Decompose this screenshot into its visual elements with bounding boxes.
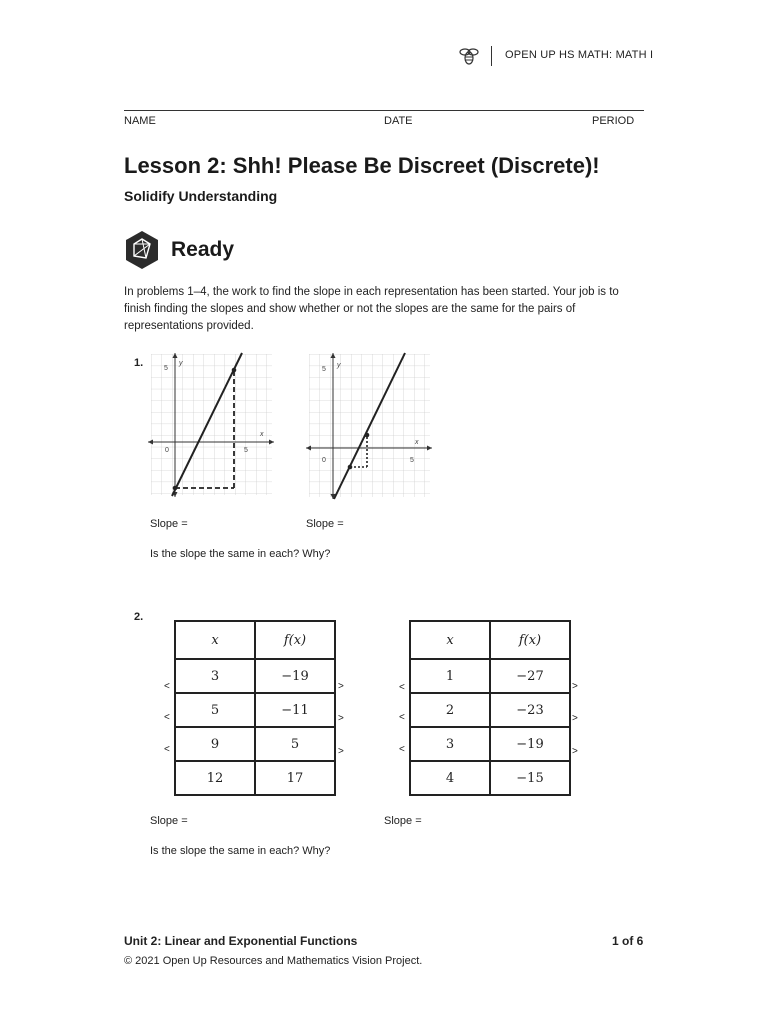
problem-1-slope-b: Slope = (306, 518, 344, 530)
table-row (410, 727, 570, 761)
table-a-cell: −19 (255, 659, 335, 693)
graph-b (304, 352, 434, 500)
function-table-b (409, 620, 571, 796)
bee-logo-icon (458, 46, 480, 66)
graph-b-x-label: x (415, 439, 419, 446)
graph-b-y-tick: 5 (322, 366, 326, 373)
header-title: OPEN UP HS MATH: MATH I (505, 49, 654, 61)
table-a-header-x: x (175, 621, 255, 659)
table-a-cell: −11 (255, 693, 335, 727)
table-b-cell: 1 (410, 659, 490, 693)
table-a-left-arrow: < (164, 681, 170, 692)
intro-paragraph: In problems 1–4, the work to find the slope in each representation has been started. Your job is to finish finding the slopes and show whether or not the slopes are the same for the pairs of representations provided. (124, 286, 619, 332)
problem-2-slope-b: Slope = (384, 815, 422, 827)
table-row (175, 727, 335, 761)
lesson-subtitle: Solidify Understanding (124, 188, 278, 204)
table-row (410, 693, 570, 727)
graph-a-y-tick: 5 (164, 365, 168, 372)
table-a-header-fx: f(x) (255, 621, 335, 659)
graph-b-y-label: y (337, 362, 341, 369)
problem-2-number: 2. (134, 611, 144, 623)
table-b-header-x: x (410, 621, 490, 659)
table-a-right-arrow: > (338, 713, 344, 724)
table-b-cell: −27 (490, 659, 570, 693)
table-a-cell: 5 (255, 727, 335, 761)
table-b-left-arrow: < (399, 712, 405, 723)
table-b-left-arrow: < (399, 744, 405, 755)
table-row (175, 693, 335, 727)
table-a-cell: 5 (175, 693, 255, 727)
table-a-cell: 12 (175, 761, 255, 795)
name-date-rule (124, 110, 644, 111)
table-a-right-arrow: > (338, 746, 344, 757)
graph-a-y-label: y (179, 360, 183, 367)
lesson-title: Lesson 2: Shh! Please Be Discreet (Discrete)! (124, 153, 600, 178)
graph-b-origin: 0 (322, 457, 326, 464)
table-a-left-arrow: < (164, 744, 170, 755)
graph-a-x-label: x (260, 431, 264, 438)
table-b-cell: −15 (490, 761, 570, 795)
footer-copyright: © 2021 Open Up Resources and Mathematics Vision Project. (124, 955, 423, 967)
table-a-right-arrow: > (338, 681, 344, 692)
table-a-left-arrow: < (164, 712, 170, 723)
table-a-cell: 9 (175, 727, 255, 761)
table-row (410, 659, 570, 693)
date-label: DATE (384, 115, 413, 127)
table-b-header-fx: f(x) (490, 621, 570, 659)
footer-page-number: 1 of 6 (612, 934, 644, 948)
ready-title: Ready (171, 238, 235, 261)
table-b-cell: −23 (490, 693, 570, 727)
problem-1-number: 1. (134, 357, 144, 369)
table-a-cell: 3 (175, 659, 255, 693)
function-table-a (174, 620, 336, 796)
table-b-cell: 2 (410, 693, 490, 727)
footer-unit: Unit 2: Linear and Exponential Functions (124, 934, 358, 948)
period-label: PERIOD (592, 115, 635, 127)
table-row (175, 659, 335, 693)
table-row (175, 761, 335, 795)
table-b-cell: 4 (410, 761, 490, 795)
table-row (410, 761, 570, 795)
table-b-left-arrow: < (399, 682, 405, 693)
problem-1-slope-a: Slope = (150, 518, 188, 530)
table-b-right-arrow: > (572, 746, 578, 757)
table-b-cell: 3 (410, 727, 490, 761)
name-label: NAME (124, 115, 156, 127)
table-b-cell: −19 (490, 727, 570, 761)
ready-hexagon-icon (124, 230, 160, 270)
graph-b-x-tick: 5 (410, 457, 414, 464)
header-separator (491, 46, 492, 66)
graph-a (146, 352, 276, 498)
table-b-right-arrow: > (572, 681, 578, 692)
table-a-cell: 17 (255, 761, 335, 795)
graph-a-origin: 0 (165, 447, 169, 454)
problem-2-slope-a: Slope = (150, 815, 188, 827)
graph-a-x-tick: 5 (244, 447, 248, 454)
problem-2-question: Is the slope the same in each? Why? (150, 845, 331, 857)
problem-1-question: Is the slope the same in each? Why? (150, 548, 331, 560)
table-b-right-arrow: > (572, 713, 578, 724)
